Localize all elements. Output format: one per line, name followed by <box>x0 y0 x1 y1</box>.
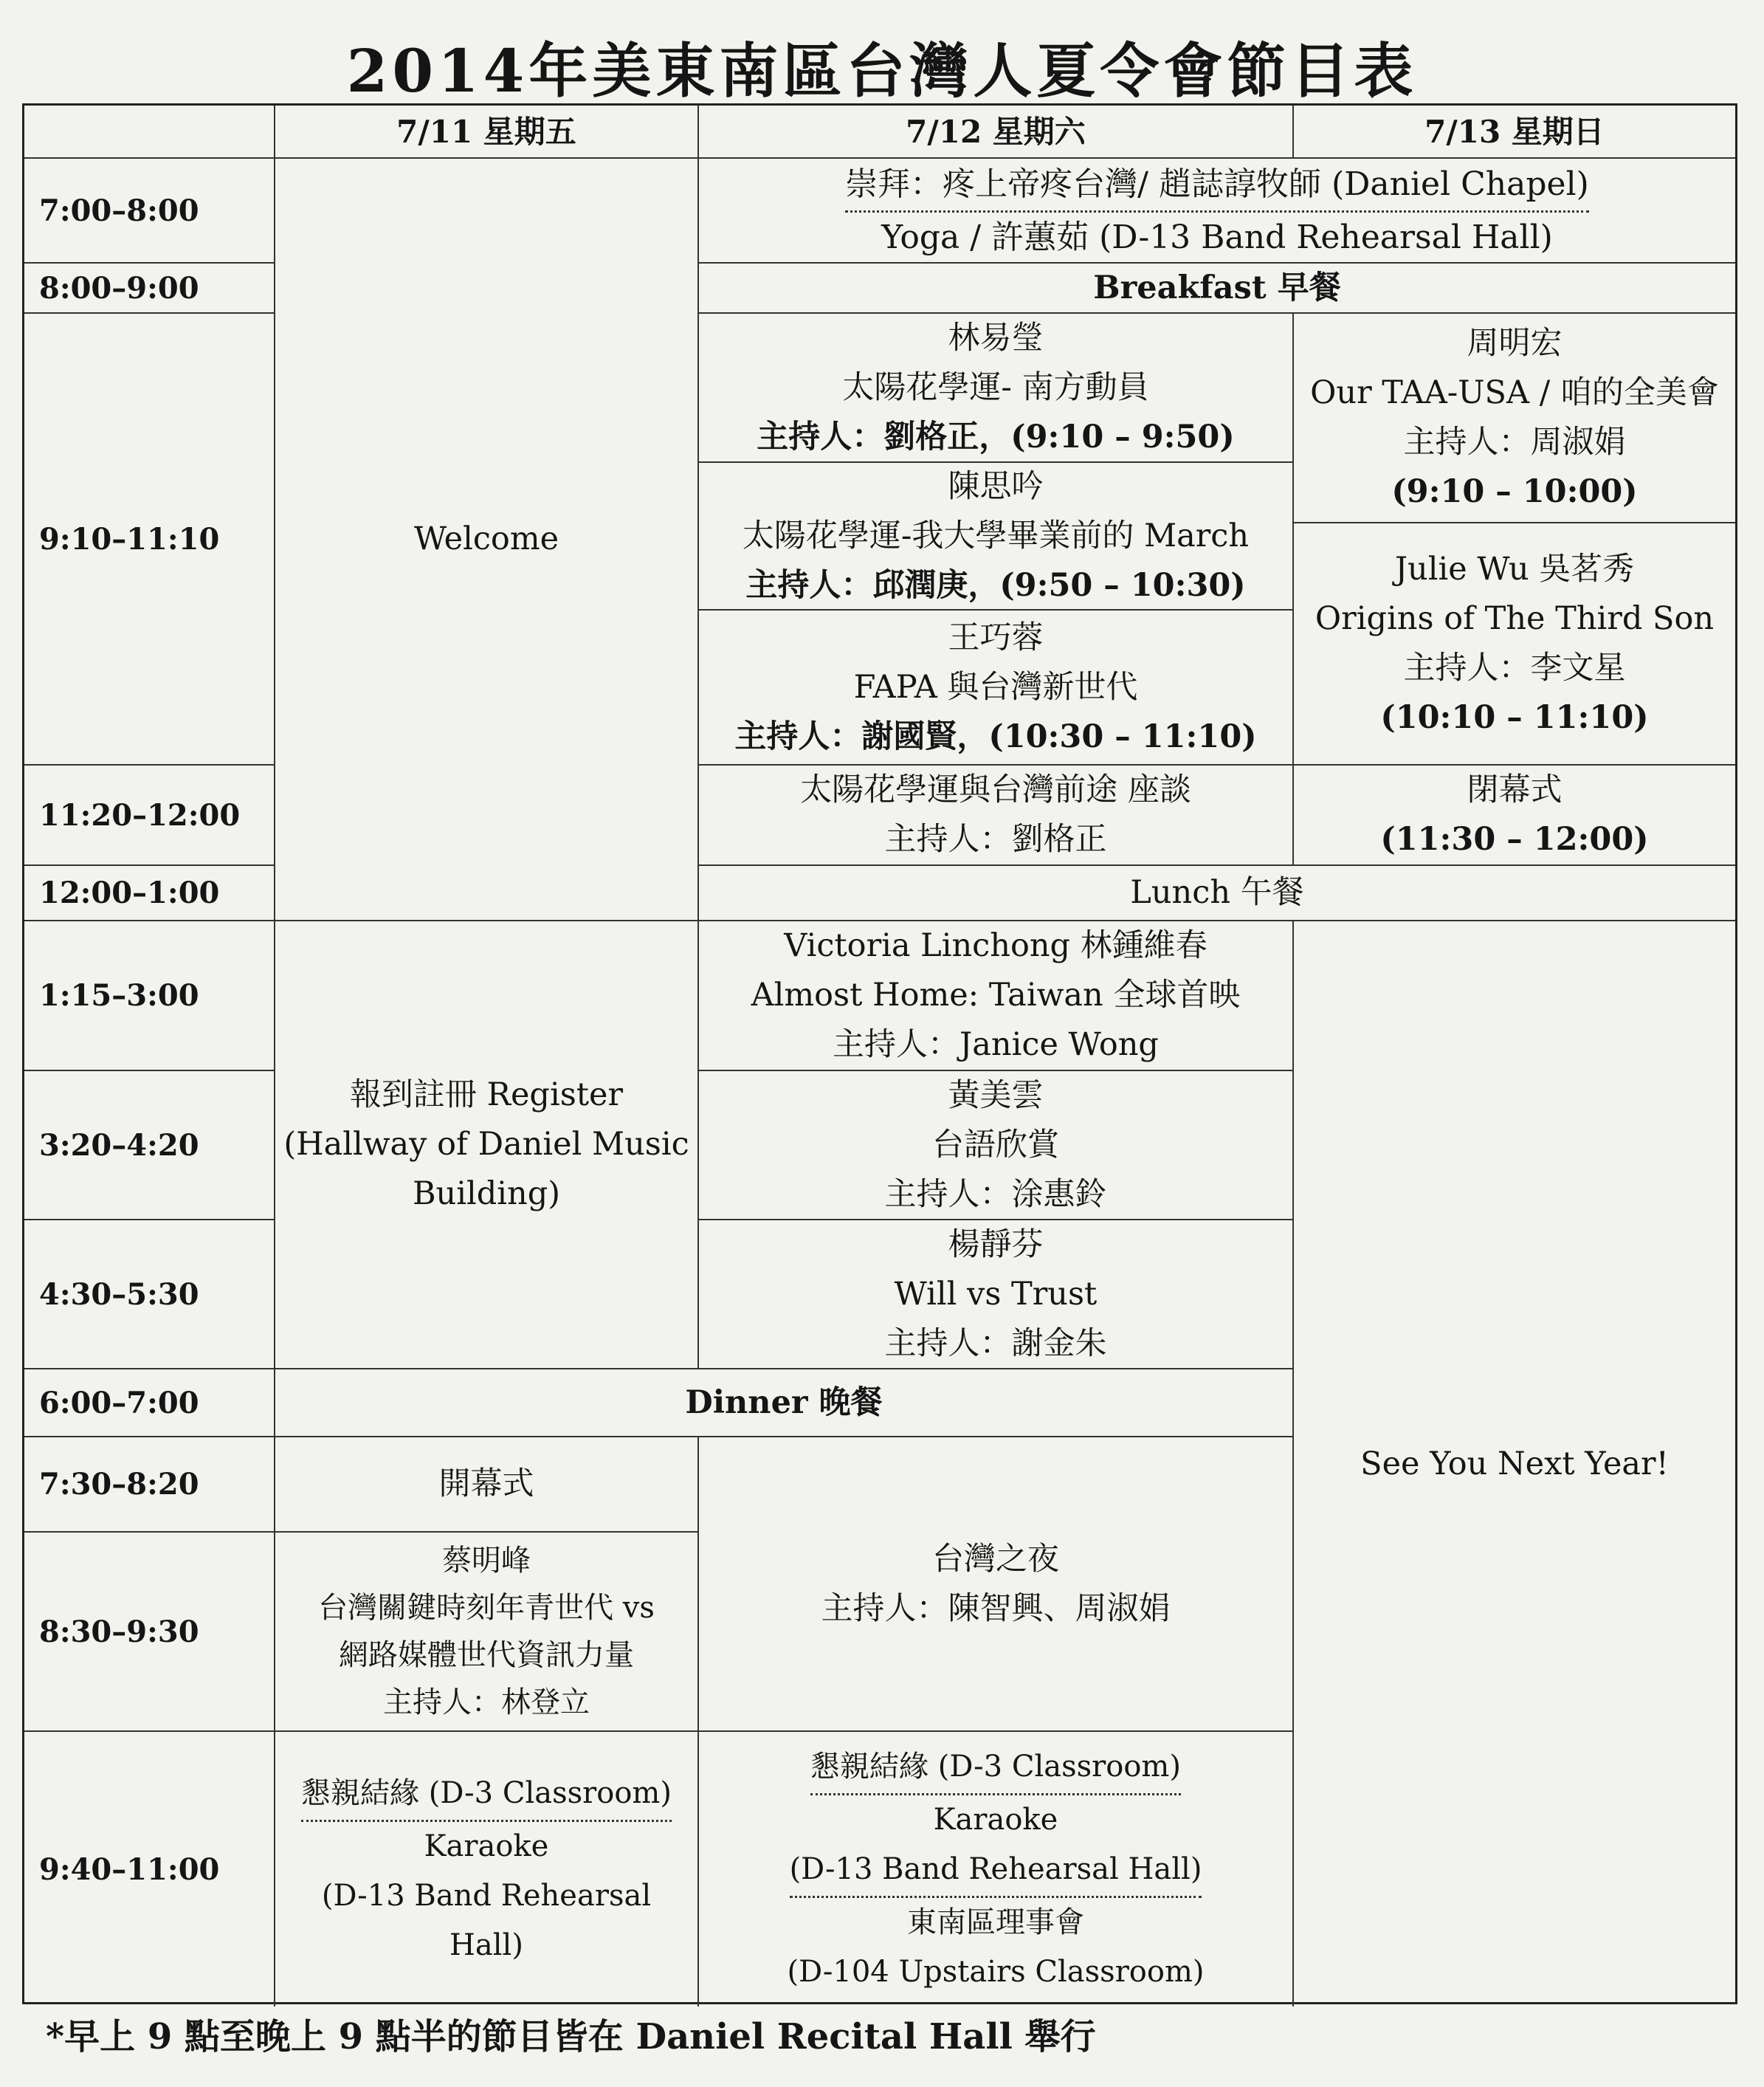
sat-afternoon-2 <box>699 1071 1294 1220</box>
time-slot: 8:30–9:30 <box>24 1533 275 1732</box>
fri-talk-title: 網路媒體世代資訊力量 <box>339 1638 634 1672</box>
fri-late-item: (D-13 Band Rehearsal Hall) <box>321 1878 652 1962</box>
sat-late-item: 懇親結緣 (D-3 Classroom) <box>810 1742 1181 1795</box>
closing-time: (11:30 – 12:00) <box>1380 821 1649 858</box>
header-day-sat: 7/12 星期六 <box>699 106 1294 159</box>
session-host: 主持人：謝國賢，(10:30 – 11:10) <box>734 718 1257 755</box>
session-host: 主持人：謝金朱 <box>884 1324 1107 1362</box>
session-speaker: Julie Wu 吳茗秀 <box>1394 551 1635 588</box>
time-slot: 12:00–1:00 <box>24 866 275 921</box>
session-host: 主持人：劉格正 <box>884 821 1107 858</box>
header-corner <box>24 106 275 159</box>
session-host: 主持人：劉格正，(9:10 – 9:50) <box>757 418 1235 455</box>
session-title: Origins of The Third Son <box>1315 600 1715 637</box>
sun-closing <box>1294 766 1735 866</box>
fri-opening: 開幕式 <box>275 1437 699 1533</box>
sat-afternoon-1 <box>699 921 1294 1071</box>
fri-talk-host: 主持人：林登立 <box>383 1685 590 1719</box>
sat-session-2 <box>699 463 1294 611</box>
session-title: 太陽花學運與台灣前途 座談 <box>800 771 1191 808</box>
fri-register-line: Building) <box>412 1175 561 1212</box>
session-speaker: 林易瑩 <box>948 319 1044 357</box>
fri-register-line: (Hallway of Daniel Music <box>283 1126 689 1163</box>
sat-late-item: Karaoke <box>933 1802 1058 1837</box>
session-title: Almost Home: Taiwan 全球首映 <box>751 977 1241 1014</box>
time-slot: 3:20–4:20 <box>24 1071 275 1220</box>
time-slot: 6:00–7:00 <box>24 1369 275 1437</box>
fri-welcome: Welcome <box>275 159 699 921</box>
session-speaker: 王巧蓉 <box>948 619 1044 656</box>
fri-register-line: 報到註冊 Register <box>349 1076 624 1113</box>
time-slot: 9:40–11:00 <box>24 1732 275 2007</box>
footnote: *早上 9 點至晚上 9 點半的節目皆在 Daniel Recital Hall 舉行 <box>46 2016 1096 2057</box>
lunch-cell: Lunch 午餐 <box>699 866 1735 921</box>
header-day-fri: 7/11 星期五 <box>275 106 699 159</box>
time-slot: 4:30–5:30 <box>24 1220 275 1369</box>
closing-title: 閉幕式 <box>1467 771 1563 808</box>
time-slot: 7:30–8:20 <box>24 1437 275 1533</box>
session-host: 主持人：涂惠鈴 <box>884 1175 1107 1213</box>
sat-morning-sessions <box>699 314 1294 766</box>
session-title: Our TAA-USA / 咱的全美會 <box>1310 374 1719 411</box>
session-time: (9:10 – 10:00) <box>1391 473 1638 510</box>
sat-night <box>699 1437 1294 1732</box>
session-host: 主持人：周淑娟 <box>1403 424 1626 461</box>
session-title: Will vs Trust <box>894 1275 1098 1313</box>
session-speaker: Victoria Linchong 林鍾維春 <box>784 927 1207 964</box>
fri-talk <box>275 1533 699 1732</box>
fri-late-item: Karaoke <box>424 1829 549 1863</box>
session-speaker: 楊靜芬 <box>948 1225 1044 1263</box>
sat-late-item: 東南區理事會 <box>907 1905 1084 1939</box>
session-speaker: 周明宏 <box>1467 325 1563 362</box>
session-title: 台語欣賞 <box>932 1126 1059 1163</box>
sun-morning-sessions <box>1294 314 1735 766</box>
sat-late-item: (D-104 Upstairs Classroom) <box>787 1954 1205 1989</box>
sun-session-2 <box>1294 523 1735 766</box>
sat-late-night <box>699 1732 1294 2007</box>
fri-late-night <box>275 1732 699 2007</box>
sun-session-1 <box>1294 314 1735 523</box>
dinner-cell: Dinner 晚餐 <box>275 1369 1294 1437</box>
sat-session-1 <box>699 314 1294 463</box>
sat-session-3 <box>699 611 1294 766</box>
session-time: (10:10 – 11:10) <box>1380 699 1649 736</box>
sat-afternoon-3 <box>699 1220 1294 1369</box>
page-title: 2014年美東南區台灣人夏令會節目表 <box>346 36 1418 106</box>
sun-see-you: See You Next Year! <box>1360 1445 1669 1482</box>
fri-late-item: 懇親結緣 (D-3 Classroom) <box>301 1769 672 1822</box>
breakfast-cell: Breakfast 早餐 <box>699 264 1735 314</box>
time-slot: 9:10–11:10 <box>24 314 275 766</box>
session-title: 太陽花學運-我大學畢業前的 March <box>742 517 1250 554</box>
fri-talk-speaker: 蔡明峰 <box>442 1544 531 1578</box>
schedule-table <box>22 103 1737 2004</box>
time-slot: 11:20–12:00 <box>24 766 275 866</box>
time-slot: 8:00–9:00 <box>24 264 275 314</box>
night-host: 主持人：陳智興、周淑娟 <box>821 1589 1171 1627</box>
morning-worship-yoga <box>699 159 1735 264</box>
session-speaker: 陳思吟 <box>948 467 1044 505</box>
night-title: 台灣之夜 <box>932 1540 1059 1578</box>
session-host: 主持人：Janice Wong <box>833 1026 1159 1063</box>
session-host: 主持人：李文星 <box>1403 650 1626 687</box>
time-slot: 7:00–8:00 <box>24 159 275 264</box>
session-host: 主持人：邱潤庚，(9:50 – 10:30) <box>745 566 1246 604</box>
session-speaker: 黃美雲 <box>948 1076 1044 1114</box>
fri-talk-title: 台灣關鍵時刻年青世代 vs <box>318 1591 655 1625</box>
time-slot: 1:15–3:00 <box>24 921 275 1071</box>
sat-session-4 <box>699 766 1294 866</box>
session-title: 太陽花學運- 南方動員 <box>842 368 1149 406</box>
fri-register <box>275 921 699 1369</box>
worship-item: 崇拜：疼上帝疼台灣/ 趙誌諄牧師 (Daniel Chapel) <box>845 159 1589 213</box>
session-title: FAPA 與台灣新世代 <box>853 668 1138 706</box>
header-day-sun: 7/13 星期日 <box>1294 106 1735 159</box>
sat-late-item: (D-13 Band Rehearsal Hall) <box>790 1845 1202 1898</box>
yoga-item: Yoga / 許蕙茹 (D-13 Band Rehearsal Hall) <box>881 218 1553 256</box>
